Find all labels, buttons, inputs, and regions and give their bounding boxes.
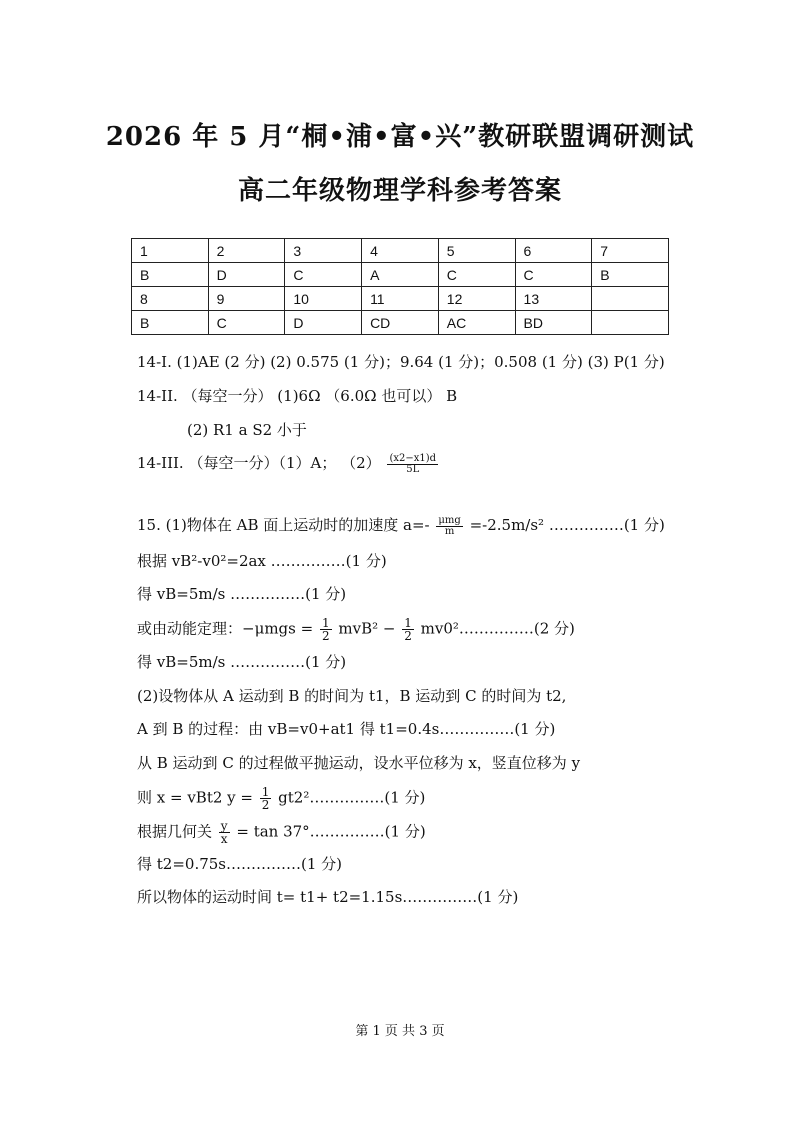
fraction-numerator: 1 [261, 785, 270, 799]
table-row [132, 263, 669, 287]
q15-line-5: 得 vB=5m/s ……………(1 分) [137, 653, 347, 671]
table-cell: B [592, 263, 669, 287]
fraction-denominator: 5L [406, 463, 420, 475]
q14-part3 [137, 452, 440, 475]
document-subtitle: 高二年级物理学科参考答案 [237, 176, 562, 206]
table-cell: 3 [285, 239, 362, 263]
fraction-numerator: y [220, 819, 228, 833]
q14-part2-b: (2) R1 a S2 小于 [187, 421, 307, 439]
table-cell: 2 [208, 239, 285, 263]
q15-line-1-prefix: 15. (1)物体在 AB 面上运动时的加速度 a=- [137, 516, 430, 534]
q15-line-12: 所以物体的运动时间 t= t1+ t2=1.15s……………(1 分) [137, 888, 519, 906]
fraction-denominator: 2 [404, 629, 412, 643]
q15-line-7: A 到 B 的过程：由 vB=v0+at1 得 t1=0.4s……………(1 分) [137, 720, 556, 738]
q15-line-9 [137, 786, 425, 811]
q15-line-3: 得 vB=5m/s ……………(1 分) [137, 585, 347, 603]
table-row [132, 287, 669, 311]
table-cell: 1 [132, 239, 209, 263]
half-fraction [402, 617, 414, 642]
table-cell: 9 [208, 287, 285, 311]
fraction-denominator: 2 [321, 629, 330, 643]
table-cell: 5 [438, 239, 515, 263]
table-cell: BD [515, 311, 592, 335]
q15-line-10 [137, 820, 426, 845]
page-footer: 第 1 页 共 3 页 [355, 1024, 445, 1039]
q15-line-4-suffix: mv0²……………(2 分) [420, 619, 575, 638]
q15-line-1-suffix: =-2.5m/s² ……………(1 分) [469, 516, 665, 534]
table-cell: 6 [515, 239, 592, 263]
fraction-numerator: (x2−x1)d [389, 452, 437, 464]
q14-part1: 14-I. (1)AE (2 分) (2) 0.575 (1 分)；9.64 (1 分)；0.508 (1 分) (3) P(1 分) [137, 353, 665, 371]
q14-part2-a: 14-II. （每空一分） (1)6Ω （6.0Ω 也可以） B [137, 387, 458, 405]
table-cell: 13 [515, 287, 592, 311]
half-fraction [260, 786, 272, 811]
q15-line-4-prefix: 或由动能定理：−μmgs = [137, 619, 318, 638]
fraction-numerator: μmg [438, 514, 461, 526]
table-cell: B [132, 263, 209, 287]
table-cell: 7 [592, 239, 669, 263]
table-cell: C [438, 263, 515, 287]
q15-line-9-suffix: gt2²……………(1 分) [278, 788, 426, 807]
table-cell: D [208, 263, 285, 287]
q15-line-11: 得 t2=0.75s……………(1 分) [137, 855, 343, 873]
q15-line-8: 从 B 运动到 C 的过程做平抛运动，设水平位移为 x，竖直位移为 y [137, 754, 581, 772]
q15-line-1 [137, 514, 665, 537]
table-cell: A [362, 263, 439, 287]
table-cell [592, 287, 669, 311]
half-fraction [320, 617, 332, 642]
table-cell: 10 [285, 287, 362, 311]
table-cell: B [132, 311, 209, 335]
q14-part3-prefix: 14-III. （每空一分）（1）A； （2） [137, 454, 381, 472]
document-title: 2026 年 5 月“桐•浦•富•兴”教研联盟调研测试 [105, 122, 695, 152]
table-cell: 11 [362, 287, 439, 311]
q15-line-10-suffix: = tan 37°……………(1 分) [236, 822, 426, 841]
table-cell: AC [438, 311, 515, 335]
table-row [132, 311, 669, 335]
q14-part3-fraction [387, 454, 438, 475]
fraction-denominator: 2 [261, 798, 270, 812]
q15-line-9-prefix: 则 x = vBt2 y = [137, 788, 258, 807]
answer-table [131, 238, 669, 335]
table-row [132, 239, 669, 263]
q15-line-1-fraction [436, 516, 462, 537]
table-cell: 8 [132, 287, 209, 311]
table-cell [592, 311, 669, 335]
q15-line-6: (2)设物体从 A 运动到 B 的时间为 t1，B 运动到 C 的时间为 t2, [137, 687, 567, 705]
table-cell: C [515, 263, 592, 287]
fraction-numerator: 1 [404, 616, 412, 630]
table-cell: C [208, 311, 285, 335]
fraction-numerator: 1 [321, 616, 330, 630]
table-cell: D [285, 311, 362, 335]
table-cell: CD [362, 311, 439, 335]
q15-line-4 [137, 617, 575, 642]
q15-line-10-prefix: 根据几何关 [137, 822, 213, 841]
fraction-denominator: x [220, 832, 228, 846]
table-cell: 12 [438, 287, 515, 311]
ratio-fraction [219, 820, 230, 845]
q15-line-4-mid: mvB² − [338, 619, 401, 638]
fraction-denominator: m [444, 525, 455, 537]
q15-line-2: 根据 vB²-v0²=2ax ……………(1 分) [137, 552, 387, 570]
table-cell: C [285, 263, 362, 287]
table-cell: 4 [362, 239, 439, 263]
